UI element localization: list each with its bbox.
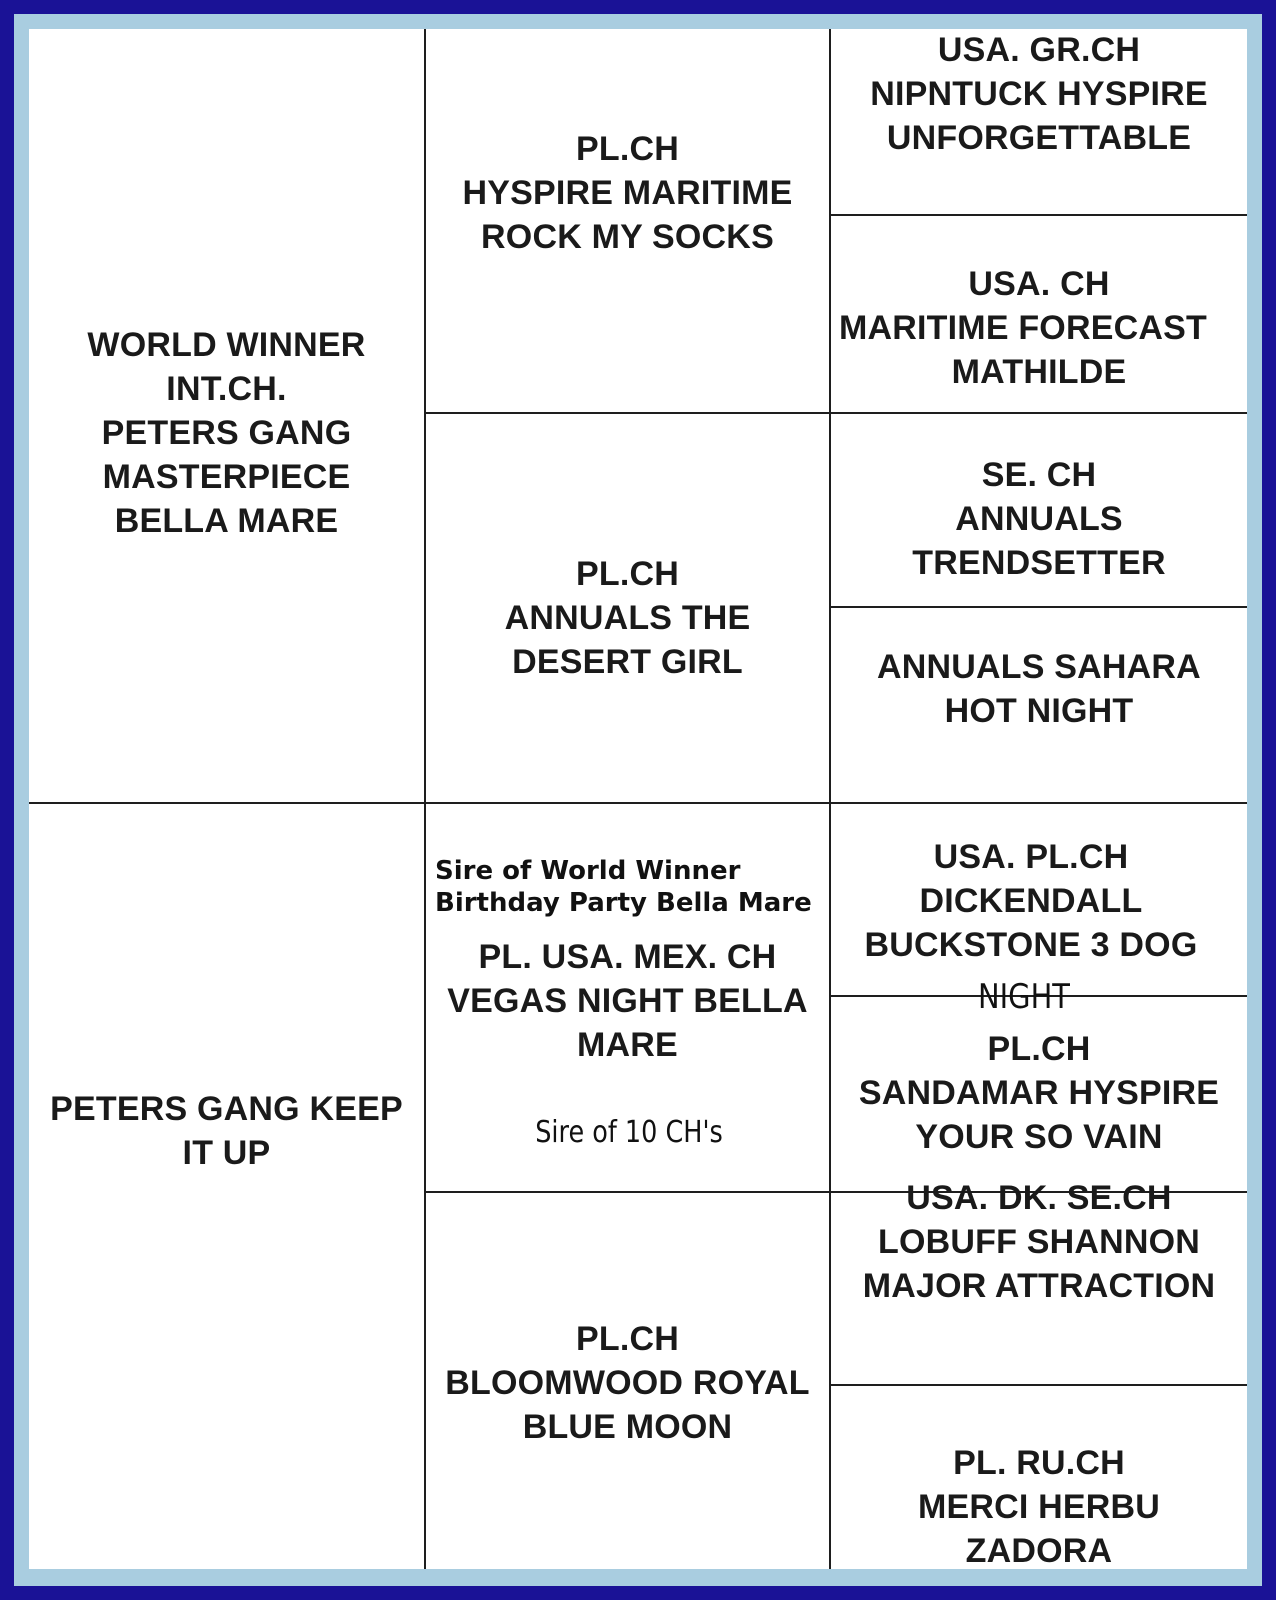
dam-dam-name-line: BLOOMWOOD ROYAL (445, 1364, 810, 1402)
ggp-name-line: NIPNTUCK HYSPIRE (870, 75, 1208, 113)
dam-entry (29, 1087, 424, 1175)
ggp-name-line: SANDAMAR HYSPIRE (858, 1074, 1220, 1112)
sire-dam-name-line: ANNUALS THE (504, 599, 751, 637)
generation-3-divider-1 (829, 214, 1247, 216)
dam-dam-name-line: BLUE MOON (522, 1408, 733, 1446)
dam-sire-champion-count: Sire of 10 CH's (535, 1115, 723, 1150)
great-grandparent-7 (831, 1176, 1247, 1308)
great-grandparent-8 (831, 1441, 1247, 1569)
sire-name-line: MASTERPIECE (102, 458, 351, 496)
great-grandparent-1 (831, 29, 1247, 160)
ggp-title: USA. CH (968, 265, 1110, 303)
sire-entry (29, 323, 424, 543)
sire-name-line: PETERS GANG (101, 414, 352, 452)
great-grandparent-4 (831, 645, 1247, 733)
sire-dam-name-line: DESERT GIRL (512, 643, 743, 681)
great-grandparent-6 (831, 1027, 1247, 1159)
dam-sire-achievement-note: Sire of World Winner (435, 856, 741, 886)
sire-sire-name-line: HYSPIRE MARITIME (462, 174, 793, 212)
ggp-name-line: UNFORGETTABLE (886, 119, 1192, 157)
ggp-title: USA. PL.CH (933, 838, 1129, 876)
generation-3-divider-2 (829, 606, 1247, 608)
sire-dam-title: PL.CH (576, 555, 679, 593)
sire-dam-entry (426, 552, 829, 684)
dam-sire-name-line: VEGAS NIGHT BELLA (447, 982, 808, 1020)
ggp-name-line: YOUR SO VAIN (915, 1118, 1163, 1156)
great-grandparent-3 (831, 453, 1247, 585)
ggp-name-line: BUCKSTONE 3 DOG (864, 926, 1198, 964)
pedigree-chart (29, 29, 1247, 1569)
ggp-name-line: MARITIME FORECAST (839, 309, 1207, 347)
ggp-name-line: ZADORA (965, 1532, 1113, 1569)
ggp-title: PL. RU.CH (953, 1444, 1125, 1482)
ggp-name-line: MERCI HERBU (917, 1488, 1161, 1526)
sire-title-line: INT.CH. (166, 370, 287, 408)
generation-3-divider-4 (829, 1384, 1247, 1386)
ggp-name-line: LOBUFF SHANNON (878, 1223, 1200, 1261)
dam-name-line: PETERS GANG KEEP (50, 1090, 403, 1128)
generation-1-divider (29, 802, 1247, 804)
great-grandparent-5 (831, 835, 1231, 967)
dam-sire-title: PL. USA. MEX. CH (478, 938, 777, 976)
sire-sire-entry (426, 127, 829, 259)
ggp-title: USA. GR.CH (937, 31, 1141, 69)
ggp-name-line: ANNUALS SAHARA (877, 648, 1201, 686)
great-grandparent-2 (831, 262, 1247, 394)
ggp-5-overflow-word: NIGHT (978, 977, 1070, 1017)
dam-sire-achievement-note: Birthday Party Bella Mare (435, 888, 812, 918)
dam-sire-entry (426, 935, 829, 1067)
ggp-name-line: MATHILDE (951, 353, 1127, 391)
sire-sire-name-line: ROCK MY SOCKS (481, 218, 774, 256)
ggp-name-line: ANNUALS (955, 500, 1123, 538)
ggp-name-line: MAJOR ATTRACTION (862, 1267, 1216, 1305)
ggp-title: PL.CH (987, 1030, 1091, 1068)
column-divider-2 (829, 29, 831, 1569)
dam-dam-title: PL.CH (576, 1320, 679, 1358)
sire-title-line: WORLD WINNER (87, 326, 366, 364)
ggp-name-line: HOT NIGHT (944, 692, 1134, 730)
dam-name-line: IT UP (182, 1134, 271, 1172)
sire-sire-title: PL.CH (576, 130, 679, 168)
generation-2-divider-top (424, 412, 1247, 414)
sire-name-line: BELLA MARE (114, 502, 339, 540)
ggp-title: USA. DK. SE.CH (906, 1179, 1172, 1217)
dam-sire-name-line: MARE (577, 1026, 678, 1064)
ggp-name-line: TRENDSETTER (912, 544, 1166, 582)
ggp-name-line: DICKENDALL (919, 882, 1143, 920)
dam-dam-entry (426, 1317, 829, 1449)
ggp-title: SE. CH (981, 456, 1097, 494)
